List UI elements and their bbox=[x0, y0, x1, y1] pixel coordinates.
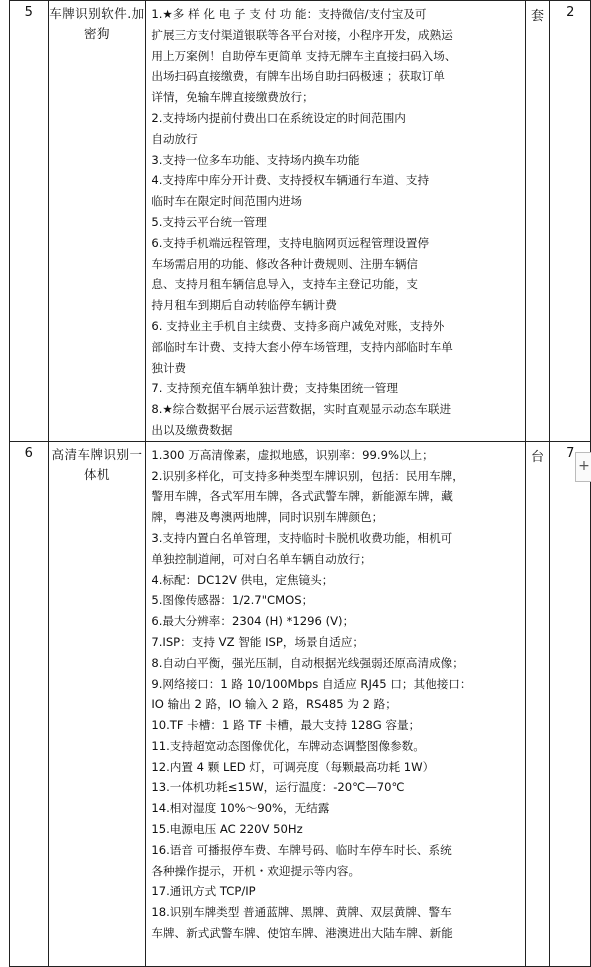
item-name: 高清车牌识别一体机 bbox=[48, 441, 146, 966]
description-line: 出场扫码直接缴费，有牌车出场自助扫码极速 ；获取订单 bbox=[151, 69, 445, 84]
item-quantity: 7 bbox=[550, 441, 591, 966]
description-line: 4.标配：DC12V 供电，定焦镜头； bbox=[151, 572, 334, 587]
description-line: 牌，粤港及粤澳两地牌，同时识别车牌颜色； bbox=[151, 510, 384, 525]
description-line: 持月租车到期后自动转临停车辆计费 bbox=[151, 298, 337, 313]
description-line: 临时车在限定时间范围内进场 bbox=[151, 194, 303, 209]
item-name: 车牌识别软件.加密狗 bbox=[48, 1, 146, 442]
description-line: 6.支持手机端远程管理，支持电脑网页远程管理设置停 bbox=[151, 235, 430, 250]
description-line: 6. 支持业主手机自主续费、支持多商户减免对账，支持外 bbox=[151, 318, 445, 333]
add-row-button[interactable]: + bbox=[575, 452, 591, 482]
description-line: 5.图像传感器：1/2.7"CMOS； bbox=[151, 593, 314, 608]
description-line: 8.自动白平衡，强光压制，自动根据光线强弱还原高清成像； bbox=[151, 655, 464, 670]
description-line: 1.300 万高清像素，虚拟地感，识别率：99.9%以上； bbox=[151, 447, 434, 462]
item-unit: 台 bbox=[525, 441, 550, 966]
description-line: 10.TF 卡槽：1 路 TF 卡槽，最大支持 128G 容量； bbox=[151, 718, 421, 733]
description-line: 2.支持场内提前付费出口在系统设定的时间范围内 bbox=[151, 110, 406, 125]
description-line: 14.相对湿度 10%～90%，无结露 bbox=[151, 801, 330, 816]
description-line: 警用车牌，各式军用车牌，各式武警车牌，新能源车牌，藏 bbox=[151, 489, 453, 504]
description-line: 6.最大分辨率：2304 (H) *1296 (V)； bbox=[151, 614, 355, 629]
table-row bbox=[10, 1, 591, 442]
description-line: 部临时车计费、支持大套小停车场管理，支持内部临时车单 bbox=[151, 339, 453, 354]
description-line: 3.支持一位多车功能、支持场内换车功能 bbox=[151, 152, 360, 167]
description-line: 11.支持超宽动态图像优化，车牌动态调整图像参数。 bbox=[151, 738, 425, 753]
description-line: 自动放行 bbox=[151, 131, 198, 146]
spec-table bbox=[9, 0, 591, 967]
item-number: 6 bbox=[10, 441, 49, 966]
description-line: 扩展三方支付渠道银联等各平台对接，小程序开发，成熟运 bbox=[151, 27, 453, 42]
description-line: 12.内置 4 颗 LED 灯，可调亮度（每颗最高功耗 1W） bbox=[151, 759, 435, 774]
description-line: 3.支持内置白名单管理，支持临时卡脱机收费功能，相机可 bbox=[151, 530, 453, 545]
description-line: 15.电源电压 AC 220V 50Hz bbox=[151, 822, 303, 837]
description-line: 13.一体机功耗≤15W，运行温度：-20℃—70℃ bbox=[151, 780, 405, 795]
description-line: 8.★综合数据平台展示运营数据，实时直观显示动态车联进 bbox=[151, 402, 452, 417]
description-line: 单独控制道闸，可对白名单车辆自动放行； bbox=[151, 551, 372, 566]
description-line: 4.支持库中库分开计费、支持授权车辆通行车道、支持 bbox=[151, 173, 430, 188]
item-unit: 套 bbox=[525, 1, 550, 442]
description-line: 5.支持云平台统一管理 bbox=[151, 214, 267, 229]
description-line: 1.★多 样 化 电 子 支 付 功 能：支持微信/支付宝及可 bbox=[151, 7, 427, 21]
description-line: 用上万案例！自助停车更简单 支持无牌车主直接扫码入场、 bbox=[151, 48, 457, 63]
description-line: 17.通讯方式 TCP/IP bbox=[151, 884, 256, 899]
item-description bbox=[146, 441, 525, 966]
item-quantity: 2 bbox=[550, 1, 591, 442]
table-row bbox=[10, 441, 591, 966]
description-line: 7. 支持预充值车辆单独计费；支持集团统一管理 bbox=[151, 381, 398, 396]
description-line: 16.语音 可播报停车费、车牌号码、临时车停车时长、系统 bbox=[151, 842, 452, 857]
description-line: IO 输出 2 路，IO 输入 2 路，RS485 为 2 路； bbox=[151, 697, 397, 712]
description-line: 7.ISP：支持 VZ 智能 ISP，场景自适应； bbox=[151, 634, 365, 649]
description-line: 2.识别多样化，可支持多种类型车牌识别，包括：民用车牌， bbox=[151, 468, 464, 483]
item-description bbox=[146, 1, 525, 442]
description-line: 各种操作提示，开机・欢迎提示等内容。 bbox=[151, 863, 361, 878]
description-line: 出以及缴费数据 bbox=[151, 422, 233, 437]
description-line: 息、支持月租车辆信息导入，支持车主登记功能，支 bbox=[151, 277, 419, 292]
description-line: 9.网络接口：1 路 10/100Mbps 自适应 RJ45 口；其他接口： bbox=[151, 676, 472, 691]
description-line: 车场需启用的功能、修改各种计费规则、注册车辆信 bbox=[151, 256, 419, 271]
description-line: 车牌、新式武警车牌、使馆车牌、港澳进出大陆车牌、新能 bbox=[151, 926, 453, 941]
description-line: 18.识别车牌类型 普通蓝牌、黑牌、黄牌、双层黄牌、警车 bbox=[151, 905, 452, 920]
item-number: 5 bbox=[10, 1, 49, 442]
description-line: 详情，免输车牌直接缴费放行； bbox=[151, 90, 314, 105]
description-line: 独计费 bbox=[151, 360, 187, 375]
